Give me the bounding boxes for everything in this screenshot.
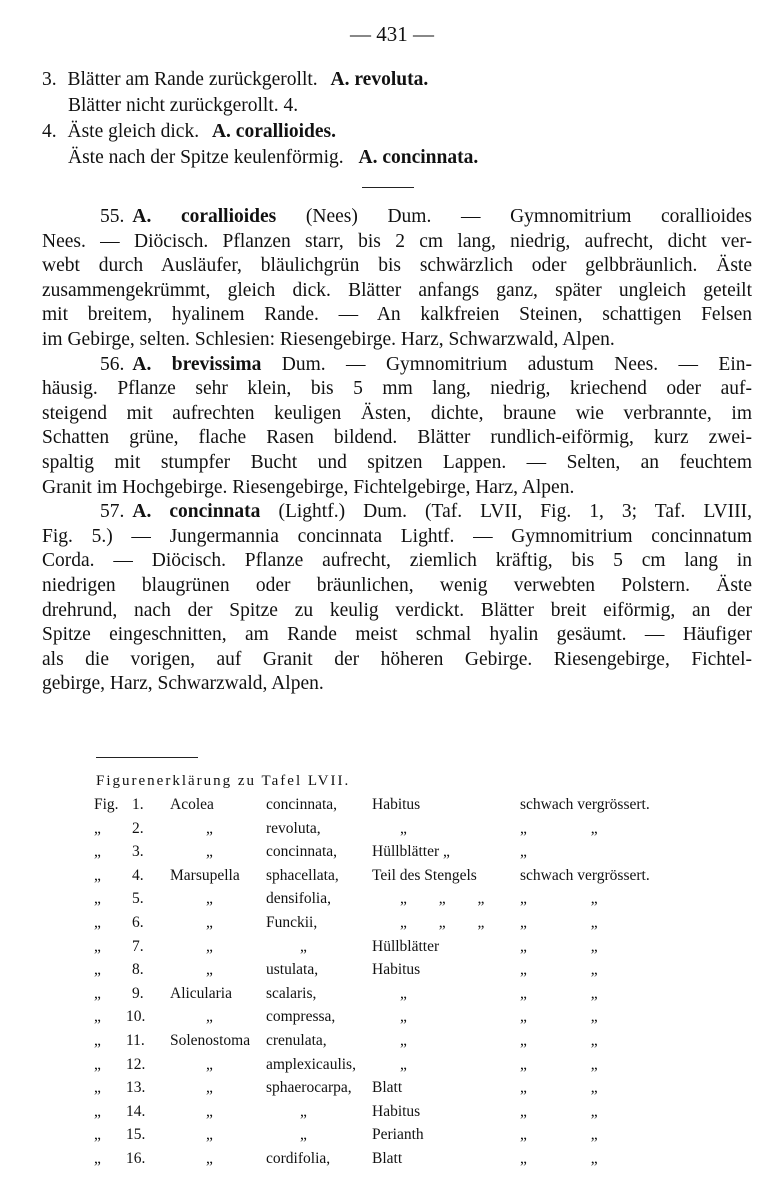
figure-number: 11.: [126, 1032, 145, 1049]
figure-genus: „: [206, 890, 213, 908]
figure-genus: Marsupella: [170, 866, 240, 884]
figure-genus: „: [206, 843, 213, 861]
species-name: A. concinnata: [132, 501, 261, 523]
text-line: [42, 623, 752, 649]
figure-species: sphaerocarpa,: [266, 1079, 352, 1097]
figure-species: compressa,: [266, 1008, 336, 1026]
figure-prefix: „: [94, 890, 101, 908]
line-text: webt durch Ausläufer, bläulichgrün bis schwärzlich oder gelbbräunlich. Äste: [42, 255, 752, 277]
figure-species: revoluta,: [266, 819, 321, 837]
page-number: — 431 —: [350, 22, 434, 46]
figure-description: „ „: [520, 1150, 598, 1167]
figure-genus: „: [206, 937, 213, 955]
figure-number: 3.: [132, 843, 144, 861]
line-text: Dum. — Gymnomitrium adustum Nees. — Ein-: [261, 353, 752, 375]
text-line: [42, 574, 752, 600]
figure-number: 6.: [132, 914, 144, 931]
line-text: steigend mit aufrechten keuligen Ästen, dichte, braune wie verbrannte, im: [42, 402, 752, 424]
figure-description: „ „: [520, 984, 598, 1002]
line-text: mit breitem, hyalinem Rande. — An kalkfreien Steinen, schattigen Felsen: [42, 304, 752, 326]
species-name: A. corallioides: [132, 206, 277, 227]
figure-genus: „: [206, 914, 213, 931]
figure-species: scalaris,: [266, 984, 317, 1002]
figure-description: „ „: [520, 914, 598, 931]
figure-part: Blatt: [372, 1079, 403, 1097]
figure-description: schwach vergrössert.: [520, 796, 650, 813]
text-line: [100, 353, 752, 379]
figure-part: Perianth: [372, 1126, 424, 1144]
figure-number: 8.: [132, 961, 144, 979]
line-text: spaltig mit stumpfer Bucht und spitzen Lappen. — Selten, an feuchtem: [42, 452, 752, 473]
figure-part: „: [400, 1032, 407, 1049]
line-text: Corda. — Diöcisch. Pflanze aufrecht, ziemlich kräftig, bis 5 cm lang in: [42, 550, 752, 572]
figure-species: densifolia,: [266, 890, 331, 908]
figure-prefix: „: [94, 1102, 101, 1120]
figure-number: 2.: [132, 819, 144, 837]
text-line: [100, 500, 752, 526]
figure-description: „ „: [520, 1055, 598, 1073]
figure-prefix: „: [94, 843, 101, 861]
key-line: [68, 94, 298, 118]
key-line: [68, 146, 478, 170]
figure-number: 4.: [132, 866, 144, 884]
figure-description: „ „: [520, 1079, 598, 1097]
figure-genus: „: [206, 1055, 213, 1073]
figure-prefix: „: [94, 1079, 101, 1097]
figure-part: Hüllblätter: [372, 937, 440, 955]
figure-species: concinnata,: [266, 796, 338, 813]
text-line: [42, 279, 752, 305]
figure-description: „ „: [520, 819, 598, 837]
figure-part: „ „ „: [400, 890, 485, 908]
text-line: [100, 205, 752, 231]
line-text: Schatten grüne, flache Rasen bildend. Blätter rundlich-eiförmig, kurz zwei-: [42, 427, 752, 449]
line-text: Nees. — Diöcisch. Pflanzen starr, bis 2 cm lang, niedrig, aufrecht, dicht ver-: [42, 230, 752, 252]
figure-part: Habitus: [372, 1102, 421, 1120]
figure-species: cordifolia,: [266, 1150, 331, 1167]
figure-prefix: „: [94, 937, 101, 955]
figure-genus: Acolea: [170, 796, 214, 813]
text-line: [42, 648, 752, 674]
line-text: häusig. Pflanze sehr klein, bis 5 mm lang, niedrig, kriechend oder auf-: [42, 378, 752, 400]
figure-genus: „: [206, 961, 213, 979]
figure-species: „: [300, 1126, 307, 1144]
figure-genus: „: [206, 1102, 213, 1120]
figure-part: Blatt: [372, 1150, 403, 1167]
line-text: Fig. 5.) — Jungermannia concinnata Lightf. — Gymnomitrium concinnatum: [42, 525, 752, 547]
figure-prefix: „: [94, 1008, 101, 1026]
figure-species: „: [300, 937, 307, 955]
line-text: drehrund, nach der Spitze zu keulig verdickt. Blätter breit eiförmig, an der: [42, 599, 752, 621]
key-line: [42, 68, 428, 92]
text-line: [42, 254, 752, 280]
key-text: Blätter nicht zurückgerollt. 4.: [68, 95, 299, 116]
figure-prefix: „: [94, 1126, 101, 1144]
species-name: A. brevissima: [132, 353, 262, 375]
figure-genus: „: [206, 1079, 213, 1097]
figure-genus: „: [206, 1008, 213, 1026]
text-line: [42, 525, 752, 551]
species-number: 57.: [100, 501, 125, 523]
figure-number: 9.: [132, 984, 144, 1002]
figure-part: Habitus: [372, 961, 421, 979]
text-line: [42, 426, 752, 452]
footnote-divider: [96, 757, 198, 758]
figure-part: „: [400, 984, 407, 1002]
figure-part: „: [400, 1055, 407, 1073]
figure-genus: „: [206, 1126, 213, 1144]
figure-prefix: „: [94, 961, 101, 979]
figure-genus: Alicularia: [170, 984, 232, 1002]
text-line: [42, 476, 574, 500]
key-taxon: A. revoluta.: [330, 69, 429, 90]
figure-number: 7.: [132, 937, 144, 955]
figure-number: 15.: [126, 1126, 146, 1144]
line-text: als die vorigen, auf Granit der höheren Gebirge. Riesengebirge, Fichtel-: [42, 648, 752, 670]
figure-prefix: Fig.: [94, 796, 119, 813]
key-number: 3.: [42, 69, 57, 90]
section-divider: [362, 187, 414, 188]
figure-species: Funckii,: [266, 914, 318, 931]
figure-prefix: „: [94, 1055, 101, 1073]
figure-description: „ „: [520, 890, 598, 908]
line-text: zusammengekrümmt, gleich dick. Blätter anfangs ganz, später ungleich geteilt: [42, 279, 752, 301]
figure-description: „ „: [520, 1032, 598, 1049]
figure-description: schwach vergrössert.: [520, 866, 650, 884]
key-taxon: A. concinnata.: [358, 147, 479, 168]
key-number: 4.: [42, 121, 57, 142]
species-number: 56.: [100, 353, 125, 375]
figure-genus: „: [206, 819, 213, 837]
line-text: gebirge, Harz, Schwarzwald, Alpen.: [42, 673, 324, 695]
text-line: [42, 672, 324, 696]
key-taxon: A. corallioides.: [211, 121, 336, 142]
line-text: Granit im Hochgebirge. Riesengebirge, Fichtelgebirge, Harz, Alpen.: [42, 476, 575, 498]
line-text: im Gebirge, selten. Schlesien: Riesengebirge. Harz, Schwarzwald, Alpen.: [42, 329, 615, 350]
text-line: [42, 230, 752, 256]
figure-species: concinnata,: [266, 843, 338, 861]
figure-prefix: „: [94, 819, 101, 837]
text-line: [42, 599, 752, 625]
figure-species: „: [300, 1102, 307, 1120]
figure-species: crenulata,: [266, 1032, 327, 1049]
figure-genus: „: [206, 1150, 213, 1167]
key-text: Blätter am Rande zurückgerollt.: [67, 69, 318, 90]
figure-part: „: [400, 819, 407, 837]
text-line: [42, 303, 752, 329]
figure-number: 1.: [132, 796, 144, 813]
text-line: [42, 402, 752, 428]
line-text: (Nees) Dum. — Gymnomitrium corallioides: [276, 206, 752, 227]
figure-description: „: [520, 843, 527, 861]
line-text: (Lightf.) Dum. (Taf. LVII, Fig. 1, 3; Taf. LVIII,: [260, 501, 752, 523]
figure-description: „ „: [520, 1102, 598, 1120]
figure-species: ustulata,: [266, 961, 319, 979]
text-line: [42, 377, 752, 403]
figure-prefix: „: [94, 1032, 101, 1049]
species-number: 55.: [100, 206, 125, 227]
key-text: Äste gleich dick.: [67, 121, 200, 142]
figure-prefix: „: [94, 866, 101, 884]
text-line: [42, 549, 752, 575]
figure-part: „ „ „: [400, 914, 485, 931]
figure-species: amplexicaulis,: [266, 1055, 356, 1073]
figure-description: „ „: [520, 937, 598, 955]
figure-number: 14.: [126, 1102, 146, 1120]
figure-part: „: [400, 1008, 407, 1026]
figure-prefix: „: [94, 914, 101, 931]
figure-part: Teil des Stengels: [372, 866, 477, 884]
figure-part: Habitus: [372, 796, 421, 813]
figure-number: 16.: [126, 1150, 146, 1167]
line-text: Spitze eingeschnitten, am Rande meist schmal hyalin gesäumt. — Häufiger: [42, 624, 752, 646]
figure-prefix: „: [94, 984, 101, 1002]
figure-number: 10.: [126, 1008, 146, 1026]
figure-part: Hüllblätter „: [372, 843, 450, 861]
key-text: Äste nach der Spitze keulenförmig.: [68, 147, 344, 168]
text-line: [42, 328, 615, 352]
figure-description: „ „: [520, 961, 598, 979]
figure-description: „ „: [520, 1126, 598, 1144]
figure-number: 13.: [126, 1079, 146, 1097]
figures-heading: Figurenerklärung zu Tafel LVII.: [96, 773, 351, 789]
figure-number: 5.: [132, 890, 144, 908]
figure-prefix: „: [94, 1150, 101, 1167]
text-line: [42, 451, 752, 477]
key-line: [42, 120, 336, 144]
figure-genus: Solenostoma: [170, 1032, 251, 1049]
figure-number: 12.: [126, 1055, 146, 1073]
figure-description: „ „: [520, 1008, 598, 1026]
figure-species: sphacellata,: [266, 866, 339, 884]
line-text: niedrigen blaugrünen oder bräunlichen, wenig verwebten Polstern. Äste: [42, 575, 752, 596]
